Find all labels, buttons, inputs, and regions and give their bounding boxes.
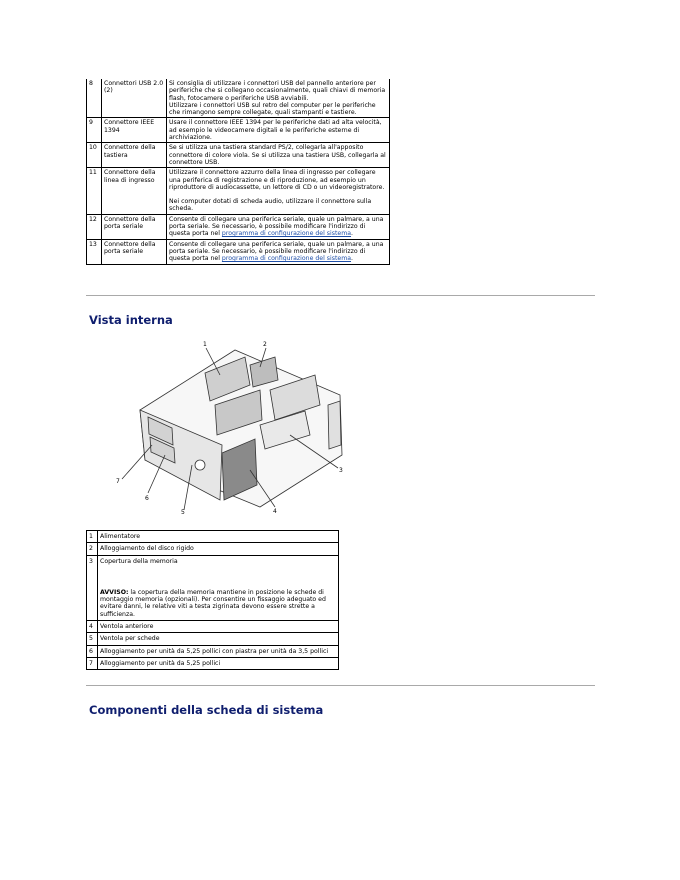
table-row — [87, 645, 339, 657]
row-number: 5 — [87, 633, 98, 645]
part-label: Ventola per schede — [98, 633, 339, 645]
setup-program-link[interactable]: programma di configurazione del sistema — [221, 230, 352, 238]
part-label: Alimentatore — [98, 531, 339, 543]
row-number: 7 — [87, 657, 98, 669]
connector-name: Connettori USB 2.0 (2) — [102, 79, 167, 118]
row-number: 11 — [87, 168, 102, 214]
row-number: 9 — [87, 118, 102, 143]
callout-6: 6 — [145, 495, 149, 502]
row-number: 4 — [87, 621, 98, 633]
callout-2: 2 — [263, 341, 267, 348]
section-divider — [86, 685, 595, 686]
table-row — [87, 633, 339, 645]
connector-description: Se si utilizza una tastiera standard PS/2, collegarla all'apposito connettore di colore viola. Se si utilizza una tastiera USB, collegarla al connettore USB. — [167, 143, 390, 168]
table-row — [87, 657, 339, 669]
part-label: Alloggiamento del disco rigido — [98, 543, 339, 555]
callout-7: 7 — [116, 478, 120, 485]
rear-panel — [328, 401, 341, 449]
connector-name: Connettore della porta seriale — [102, 214, 167, 239]
setup-program-link[interactable]: programma di configurazione del sistema — [221, 255, 352, 263]
section-title-system-board: Componenti della scheda di sistema — [89, 703, 324, 717]
row-number: 3 — [87, 555, 98, 620]
connectors-table — [86, 79, 390, 265]
connector-name: Connettore della tastiera — [102, 143, 167, 168]
part-label: Alloggiamento per unità da 5,25 pollici — [98, 657, 339, 669]
table-row — [87, 239, 390, 264]
row-number: 12 — [87, 214, 102, 239]
table-row — [87, 118, 390, 143]
callout-1: 1 — [203, 341, 207, 348]
row-number: 8 — [87, 79, 102, 118]
connector-name: Connettore IEEE 1394 — [102, 118, 167, 143]
connector-description: Usare il connettore IEEE 1394 per le periferiche dati ad alta velocità, ad esempio le videocamere digitali e le periferiche esterne di archiviazione. — [167, 118, 390, 143]
connector-description: Utilizzare il connettore azzurro della linea di ingresso per collegare una periferica di registrazione e di riproduzione, ad esempio un riproduttore di audiocassette, un lettore di CD o un videoregistratore. Nei computer dotati di scheda audio, utilizzare il connettore sulla scheda. — [167, 168, 390, 214]
power-button-icon — [195, 460, 205, 470]
table-row — [87, 543, 339, 555]
row-number: 6 — [87, 645, 98, 657]
callout-4: 4 — [273, 508, 277, 515]
part-label: Ventola anteriore — [98, 621, 339, 633]
notice: AVVISO: la copertura della memoria mantiene in posizione le schede di montaggio memoria (opzionali). Per consentire un fissaggio adeguato ed evitare danni, le relative viti a testa zigrinata devono essere strette a sufficienza. — [100, 588, 326, 618]
table-row — [87, 621, 339, 633]
table-row — [87, 531, 339, 543]
table-row — [87, 79, 390, 118]
row-number: 1 — [87, 531, 98, 543]
part-label: Alloggiamento per unità da 5,25 pollici con piastra per unità da 3,5 pollici — [98, 645, 339, 657]
connector-name: Connettore della porta seriale — [102, 239, 167, 264]
callout-5: 5 — [181, 509, 185, 515]
connector-name: Connettore della linea di ingresso — [102, 168, 167, 214]
computer-interior-figure — [110, 335, 360, 515]
connector-description: Si consiglia di utilizzare i connettori USB del pannello anteriore per periferiche che si collegano occasionalmente, quali chiavi di memoria flash, fotocamere o periferiche USB avviabili. Utilizzare i connettori USB sul retro del computer per le periferiche che rimangono sempre collegate, quali stampanti e tastiere. — [167, 79, 390, 118]
table-row — [87, 143, 390, 168]
notice-label: AVVISO: — [100, 588, 129, 596]
table-row — [87, 555, 339, 620]
table-row — [87, 168, 390, 214]
connector-description: Consente di collegare una periferica seriale, quale un palmare, a una porta seriale. Se necessario, è possibile modificare l'indirizzo di questa porta nel programma di configurazione del sistema. — [167, 239, 390, 264]
callout-3: 3 — [339, 467, 343, 474]
row-number: 2 — [87, 543, 98, 555]
row-number: 10 — [87, 143, 102, 168]
row-number: 13 — [87, 239, 102, 264]
section-title-internal-view: Vista interna — [89, 313, 173, 327]
section-divider — [86, 295, 595, 296]
part-label: Copertura della memoria AVVISO: la copertura della memoria mantiene in posizione le schede di montaggio memoria (opzionali). Per consentire un fissaggio adeguato ed evitare danni, le relative viti a testa zigrinata devono essere strette a sufficienza. — [98, 555, 339, 620]
table-row — [87, 214, 390, 239]
connector-description: Consente di collegare una periferica seriale, quale un palmare, a una porta seriale. Se necessario, è possibile modificare l'indirizzo di questa porta nel programma di configurazione del sistema. — [167, 214, 390, 239]
parts-table — [86, 530, 339, 670]
